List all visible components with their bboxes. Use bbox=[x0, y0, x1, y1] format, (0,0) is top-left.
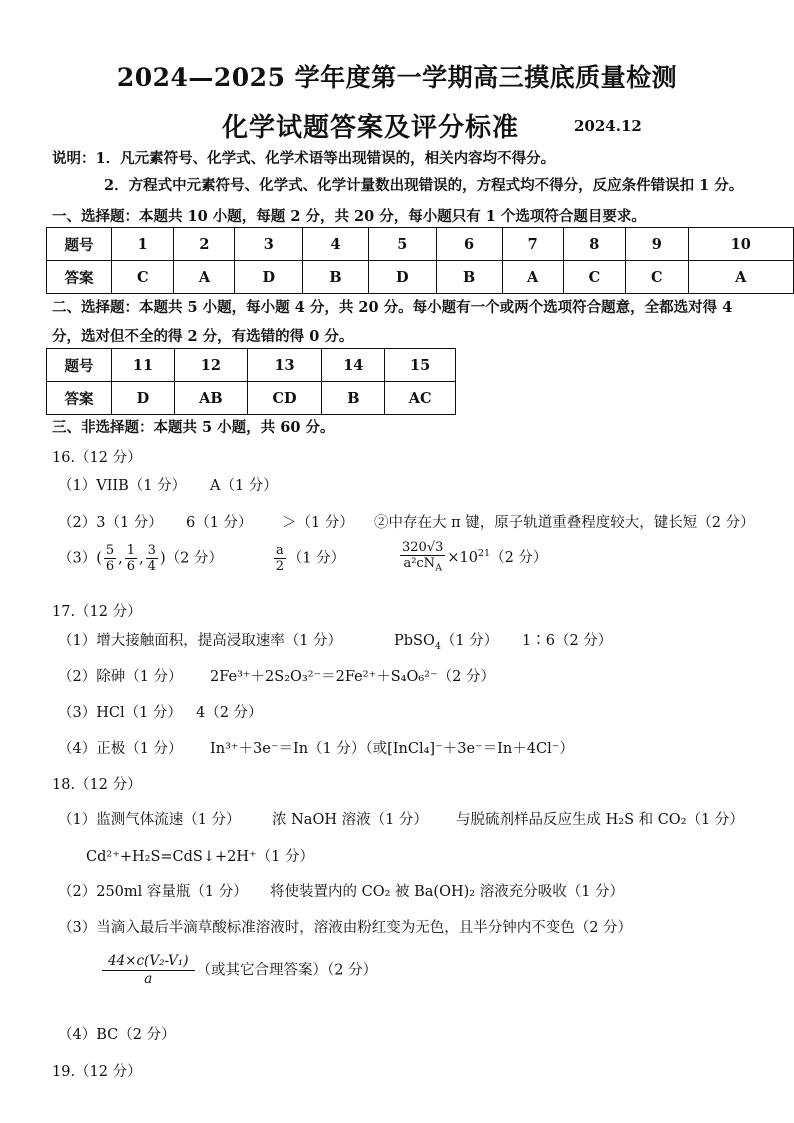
q17-part1-b: PbSO$_4$（1 分） bbox=[394, 633, 499, 652]
q18-part1-a: （1）监测气体流速（1 分） bbox=[58, 812, 241, 828]
q18-part3-formula: $\frac{\text{44×c(V₂-V₁)}}{a}$ （或其它合理答案）（2 分） bbox=[100, 953, 377, 988]
answer-cell: C bbox=[112, 261, 174, 294]
question-number: 10 bbox=[688, 228, 794, 261]
q16-part1-b: A（1 分） bbox=[210, 478, 278, 494]
q16-part2-c: ＞（1 分） bbox=[282, 515, 354, 531]
table-row bbox=[47, 382, 456, 415]
fraction: $\frac{5}{6}$ bbox=[105, 543, 115, 574]
row-header-question: 题号 bbox=[47, 228, 112, 261]
note-2: 2．方程式中元素符号、化学式、化学计量数出现错误的，方程式均不得分，反应条件错误扣 1 分。 bbox=[104, 177, 744, 194]
q18-part2-b: 将使装置内的 CO₂ 被 Ba(OH)₂ 溶液充分吸收（1 分） bbox=[270, 884, 625, 900]
section2-heading-line1: 二、选择题：本题共 5 小题，每小题 4 分，共 20 分。每小题有一个或两个选项符合题意，全都选对得 4 bbox=[52, 299, 733, 316]
answer-cell: C bbox=[563, 261, 625, 294]
q17-part2-b: 2Fe³⁺＋2S₂O₃²⁻＝2Fe²⁺＋S₄O₆²⁻（2 分） bbox=[210, 669, 495, 685]
table-row bbox=[47, 261, 794, 294]
question-number: 14 bbox=[322, 349, 385, 382]
question-number: 5 bbox=[369, 228, 437, 261]
q18-title: 18.（12 分） bbox=[52, 777, 142, 793]
row-header-answer: 答案 bbox=[47, 261, 112, 294]
q17-part3-a: （3）HCl（1 分） bbox=[58, 705, 182, 721]
table-row bbox=[47, 228, 794, 261]
q18-part1-d: Cd²⁺+H₂S=CdS↓+2H⁺（1 分） bbox=[86, 849, 314, 865]
question-number: 13 bbox=[247, 349, 322, 382]
q16-part2-b: 6（1 分） bbox=[186, 515, 253, 531]
q16-part2-a: （2）3（1 分） bbox=[58, 515, 163, 531]
answer-cell: AC bbox=[385, 382, 456, 415]
question-number: 1 bbox=[112, 228, 174, 261]
answer-cell: D bbox=[369, 261, 437, 294]
question-number: 7 bbox=[502, 228, 563, 261]
answer-cell: AB bbox=[174, 382, 247, 415]
note-1: 说明：1．凡元素符号、化学式、化学术语等出现错误的，相关内容均不得分。 bbox=[52, 150, 556, 167]
q18-part2-a: （2）250ml 容量瓶（1 分） bbox=[58, 884, 248, 900]
question-number: 3 bbox=[235, 228, 303, 261]
q17-part4-b: In³⁺＋3e⁻＝In（1 分）（或[InCl₄]⁻＋3e⁻＝In＋4Cl⁻） bbox=[210, 741, 574, 757]
section1-answer-table bbox=[46, 227, 794, 294]
answer-cell: CD bbox=[247, 382, 322, 415]
fraction: $\frac{1}{6}$ bbox=[126, 543, 136, 574]
q16-part2-d: ②中存在大 π 键，原子轨道重叠程度较大，键长短（2 分） bbox=[374, 515, 755, 531]
section2-heading-line2: 分，选对但不全的得 2 分，有选错的得 0 分。 bbox=[52, 328, 354, 345]
fraction: $\frac{a}{2}$ bbox=[275, 543, 285, 574]
fraction: $\frac{\text{44×c(V₂-V₁)}}{a}$ bbox=[102, 953, 195, 988]
question-number: 6 bbox=[436, 228, 502, 261]
q16-part3-suffix: )（2 分） bbox=[159, 550, 223, 567]
q18-part3-a: （3）当滴入最后半滴草酸标准溶液时，溶液由粉红变为无色，且半分钟内不变色（2 分） bbox=[58, 920, 633, 936]
q16-part3-coordinates: （3）( $\frac{5}{6}$ , $\frac{1}{6}$ , $\frac{3}{4}$ )（2 分） bbox=[58, 543, 223, 574]
table-row bbox=[47, 349, 456, 382]
document-subtitle: 化学试题答案及评分标准 bbox=[222, 113, 520, 143]
question-number: 9 bbox=[626, 228, 688, 261]
q16-title: 16.（12 分） bbox=[52, 450, 142, 466]
answer-cell: A bbox=[688, 261, 794, 294]
answer-cell: B bbox=[436, 261, 502, 294]
section2-answer-table bbox=[46, 348, 456, 415]
q18-part1-b: 浓 NaOH 溶液（1 分） bbox=[272, 812, 428, 828]
answer-cell: D bbox=[235, 261, 303, 294]
question-number: 2 bbox=[174, 228, 235, 261]
q17-title: 17.（12 分） bbox=[52, 604, 142, 620]
answer-cell: D bbox=[112, 382, 175, 415]
q18-part4: （4）BC（2 分） bbox=[58, 1027, 176, 1043]
q16-part3-prefix: （3）( bbox=[58, 550, 102, 567]
fraction: $\frac{320√3}{a^2cN_A}$ bbox=[402, 540, 444, 574]
q16-part1-a: （1）VIIB（1 分） bbox=[58, 478, 187, 494]
fraction: $\frac{3}{4}$ bbox=[147, 543, 156, 574]
q16-part3-c: $\frac{320√3}{a^2cN_A}$ $\times 10^{21}(2$ 分） bbox=[402, 540, 548, 574]
question-number: 12 bbox=[174, 349, 247, 382]
answer-cell: B bbox=[303, 261, 369, 294]
q19-title: 19.（12 分） bbox=[52, 1064, 142, 1080]
question-number: 4 bbox=[303, 228, 369, 261]
q17-part3-b: 4（2 分） bbox=[196, 705, 263, 721]
q17-part2-a: （2）除砷（1 分） bbox=[58, 669, 183, 685]
q17-part1-c: 1∶6（2 分） bbox=[522, 633, 613, 649]
question-number: 8 bbox=[563, 228, 625, 261]
q18-part1-c: 与脱硫剂样品反应生成 H₂S 和 CO₂（1 分） bbox=[456, 812, 744, 828]
question-number: 11 bbox=[112, 349, 175, 382]
section1-heading: 一、选择题：本题共 10 小题，每题 2 分，共 20 分，每小题只有 1 个选项符合题目要求。 bbox=[52, 208, 646, 225]
row-header-question: 题号 bbox=[47, 349, 112, 382]
answer-cell: C bbox=[626, 261, 688, 294]
answer-cell: A bbox=[174, 261, 235, 294]
document-date: 2024.12 bbox=[574, 117, 642, 135]
section3-heading: 三、非选择题：本题共 5 小题，共 60 分。 bbox=[52, 419, 335, 436]
q16-part3-b: $\frac{a}{2}$ （1 分） bbox=[275, 543, 346, 574]
q17-part4-a: （4）正极（1 分） bbox=[58, 741, 183, 757]
document-title: 2024—2025 学年度第一学期高三摸底质量检测 bbox=[116, 63, 678, 92]
q17-part1-a: （1）增大接触面积，提高浸取速率（1 分） bbox=[58, 633, 343, 649]
row-header-answer: 答案 bbox=[47, 382, 112, 415]
answer-cell: A bbox=[502, 261, 563, 294]
question-number: 15 bbox=[385, 349, 456, 382]
answer-cell: B bbox=[322, 382, 385, 415]
